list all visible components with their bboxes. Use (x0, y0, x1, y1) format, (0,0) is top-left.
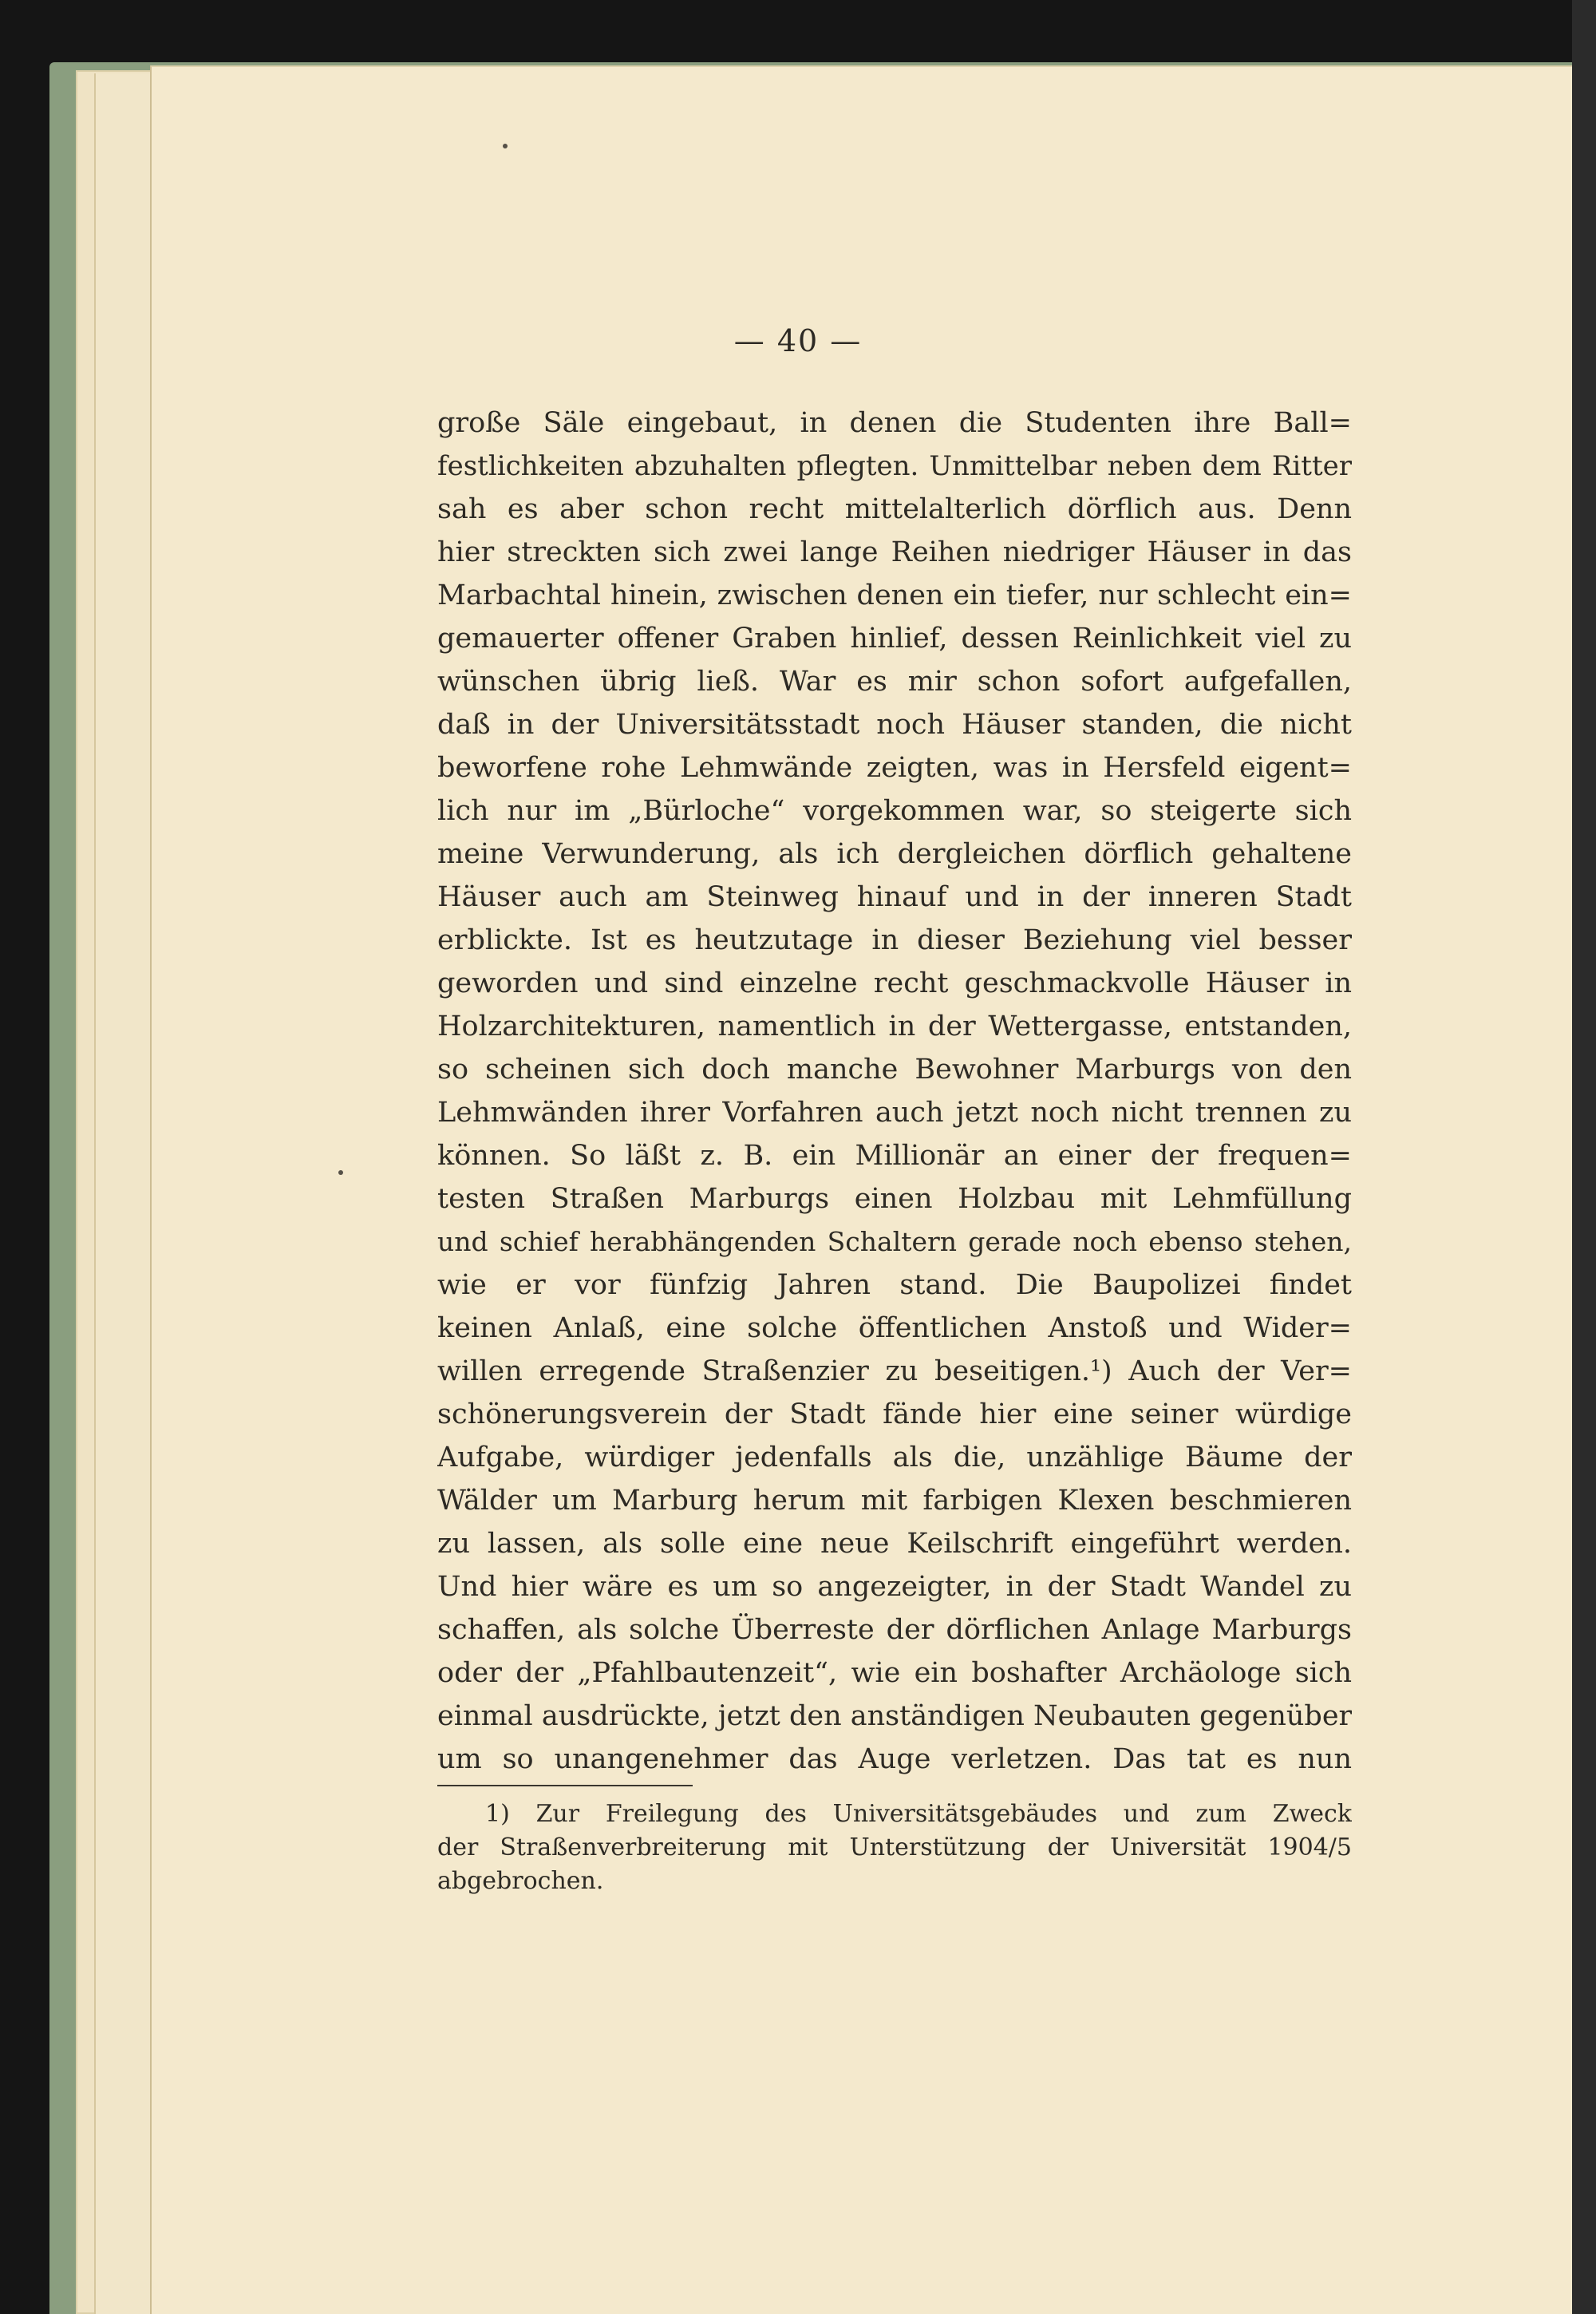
text-line: können. So läßt z. B. ein Millionär an einer der frequen= (437, 1140, 1352, 1172)
text-line: keinen Anlaß, eine solche öffentlichen Anstoß und Wider= (437, 1312, 1352, 1344)
text-line: lich nur im „Bürloche“ vorgekommen war, so steigerte sich (437, 795, 1352, 827)
text-line: Marbachtal hinein, zwischen denen ein tiefer, nur schlecht ein= (437, 579, 1352, 611)
footnote (437, 1798, 1352, 1898)
text-line: testen Straßen Marburgs einen Holzbau mit Lehmfüllung (437, 1183, 1352, 1215)
text-line: zu lassen, als solle eine neue Keilschrift eingeführt werden. (437, 1528, 1352, 1560)
text-line: sah es aber schon recht mittelalterlich dörflich aus. Denn (437, 493, 1352, 525)
text-line: Aufgabe, würdiger jedenfalls als die, unzählige Bäume der (437, 1442, 1352, 1473)
text-line: um so unangenehmer das Auge verletzen. Das tat es nun (437, 1743, 1352, 1775)
text-line: große Säle eingebaut, in denen die Studenten ihre Ball= (437, 407, 1352, 439)
text-line: wie er vor fünfzig Jahren stand. Die Baupolizei findet (437, 1269, 1352, 1301)
page-number: — 40 — (733, 323, 863, 358)
text-line: Und hier wäre es um so angezeigter, in der Stadt Wandel zu (437, 1571, 1352, 1603)
text-line: willen erregende Straßenzier zu beseitigen.¹) Auch der Ver= (437, 1355, 1352, 1387)
text-line: wünschen übrig ließ. War es mir schon sofort aufgefallen, (437, 666, 1352, 698)
paper-speck (338, 1170, 343, 1175)
text-line: oder der „Pfahlbautenzeit“, wie ein boshafter Archäologe sich (437, 1657, 1352, 1689)
text-line: schaffen, als solche Überreste der dörflichen Anlage Marburgs (437, 1614, 1352, 1646)
footnote-rule (437, 1785, 693, 1786)
text-line: beworfene rohe Lehmwände zeigten, was in Hersfeld eigent= (437, 752, 1352, 784)
body-text (437, 401, 1352, 1781)
text-line: meine Verwunderung, als ich dergleichen dörflich gehaltene (437, 838, 1352, 870)
text-line: Häuser auch am Steinweg hinauf und in der inneren Stadt (437, 881, 1352, 913)
paper-speck (503, 144, 508, 148)
footnote-line: abgebrochen. (437, 1867, 604, 1895)
text-line: und schief herabhängenden Schaltern gerade noch ebenso stehen, (437, 1226, 1352, 1257)
footnote-line: 1) Zur Freilegung des Universitätsgebäudes und zum Zweck (485, 1800, 1352, 1828)
text-line: schönerungsverein der Stadt fände hier eine seiner würdige (437, 1398, 1352, 1430)
text-line: gemauerter offener Graben hinlief, dessen Reinlichkeit viel zu (437, 623, 1352, 655)
text-line: hier streckten sich zwei lange Reihen niedriger Häuser in das (437, 536, 1352, 568)
text-line: daß in der Universitätsstadt noch Häuser standen, die nicht (437, 709, 1352, 741)
footnote-line: der Straßenverbreiterung mit Unterstützung der Universität 1904/5 (437, 1833, 1352, 1861)
text-line: Holzarchitekturen, namentlich in der Wettergasse, entstanden, (437, 1011, 1352, 1042)
text-line: Lehmwänden ihrer Vorfahren auch jetzt noch nicht trennen zu (437, 1097, 1352, 1129)
text-line: geworden und sind einzelne recht geschmackvolle Häuser in (437, 967, 1352, 999)
text-line: einmal ausdrückte, jetzt den anständigen Neubauten gegenüber (437, 1700, 1352, 1732)
text-line: so scheinen sich doch manche Bewohner Marburgs von den (437, 1054, 1352, 1086)
text-line: erblickte. Ist es heutzutage in dieser Beziehung viel besser (437, 924, 1352, 956)
text-line: festlichkeiten abzuhalten pflegten. Unmittelbar neben dem Ritter (437, 450, 1352, 482)
text-line: Wälder um Marburg herum mit farbigen Klexen beschmieren (437, 1485, 1352, 1517)
